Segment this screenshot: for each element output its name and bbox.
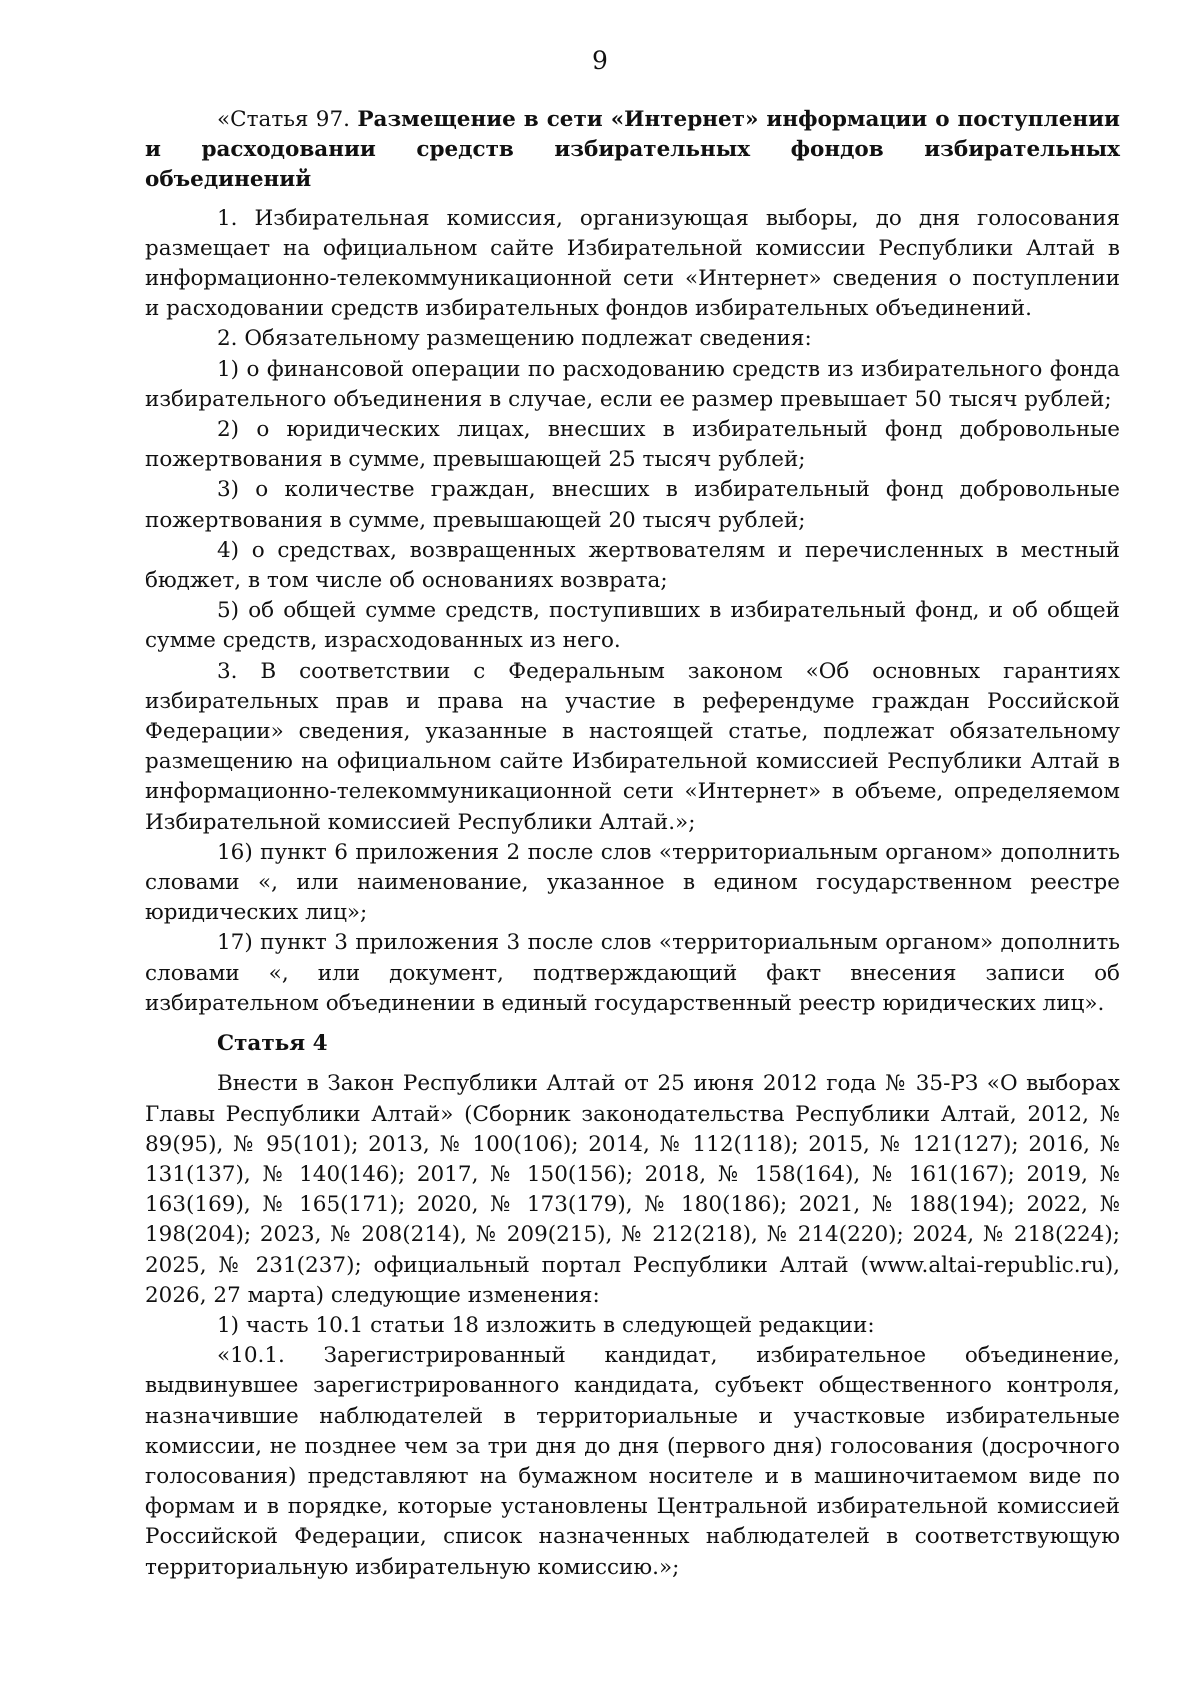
spacer (145, 196, 1120, 204)
list-item: 1) о финансовой операции по расходованию средств из избирательного фонда избирательного объединения в случае, если ее размер превышает 50 тысяч рублей; (145, 356, 1120, 412)
article-97-heading: Размещение в сети «Интернет» информации о поступлении и расходовании средств избирательных фондов избирательных объединений (145, 107, 1120, 193)
list-item: 4) о средствах, возвращенных жертвователям и перечисленных в местный бюджет, в том числе об основаниях возврата; (145, 537, 1120, 594)
paragraph: 1) часть 10.1 статьи 18 изложить в следующей редакции: (217, 1312, 875, 1338)
paragraph: 1. Избирательная комиссия, организующая выборы, до дня голосования размещает на официальном сайте Избирательной комиссии Республики Алтай в информационно-телекоммуникационной сети «Интернет» сведения о поступлении и расходовании средств избирательных фондов избирательных объединений. (145, 205, 1120, 322)
document-body (145, 105, 1120, 1583)
amendment-item: 17) пункт 3 приложения 3 после слов «территориальным органом» дополнить словами «, или документ, подтверждающий факт внесения записи об избирательном объединении в единый государственный реестр юридических лиц». (145, 930, 1120, 1016)
paragraph: «10.1. Зарегистрированный кандидат, избирательное объединение, выдвинувшее зарегистрированного кандидата, субъект общественного контроля, назначившие наблюдателей в территориальные и участковые избирательные комиссии, не позднее чем за три дня до дня (первого дня) голосования (досрочного голосования) представляют на бумажном носителе и в машиночитаемом виде по формам и в порядке, которые установлены Центральной избирательной комиссией Российской Федерации, список назначенных наблюдателей в соответствующую территориальную избирательную комиссию.»; (145, 1343, 1120, 1580)
paragraph: 2. Обязательному размещению подлежат сведения: (217, 326, 812, 352)
amendment-item: 16) пункт 6 приложения 2 после слов «территориальным органом» дополнить словами «, или наименование, указанное в едином государственном реестре юридических лиц»; (145, 839, 1120, 926)
article-97-title (145, 105, 1120, 196)
paragraph: Внести в Закон Республики Алтай от 25 июня 2012 года № 35-РЗ «О выборах Главы Республики Алтай» (Сборник законодательства Республики Алтай, 2012, № 89(95), № 95(101); 2013, № 100(106); 2014, № 112(118); 2015, № 121(127); 2016, № 131(137), № 140(146); 2017, № 150(156); 2018, № 158(164), № 161(167); 2019, № 163(169), № 165(171); 2020, № 173(179), № 180(186); 2021, № 188(194); 2022, № 198(204); 2023, № 208(214), № 209(215), № 212(218), № 214(220); 2024, № 218(224); 2025, № 231(237); официальный портал Республики Алтай (www.altai-republic.ru), 2026, 27 марта) следующие изменения: (145, 1071, 1120, 1308)
list-item: 2) о юридических лицах, внесших в избирательный фонд добровольные пожертвования в сумме, превышающей 25 тысяч рублей; (145, 417, 1120, 473)
article-4-heading: Статья 4 (217, 1031, 328, 1057)
paragraph: 3. В соответствии с Федеральным законом «Об основных гарантиях избирательных прав и права на участие в референдуме граждан Российской Федерации» сведения, указанные в настоящей статье, подлежат обязательному размещению на официальном сайте Избирательной комиссией Республики Алтай в информационно-телекоммуникационной сети «Интернет» в объеме, определяемом Избирательной комиссией Республики Алтай.»; (145, 658, 1120, 835)
list-item: 5) об общей сумме средств, поступивших в избирательный фонд, и об общей сумме средств, израсходованных из него. (145, 598, 1120, 654)
list-item: 3) о количестве граждан, внесших в избирательный фонд добровольные пожертвования в сумме, превышающей 20 тысяч рублей; (145, 477, 1120, 533)
article-97-prefix: «Статья 97. (217, 107, 358, 132)
page-number: 9 (592, 46, 608, 75)
